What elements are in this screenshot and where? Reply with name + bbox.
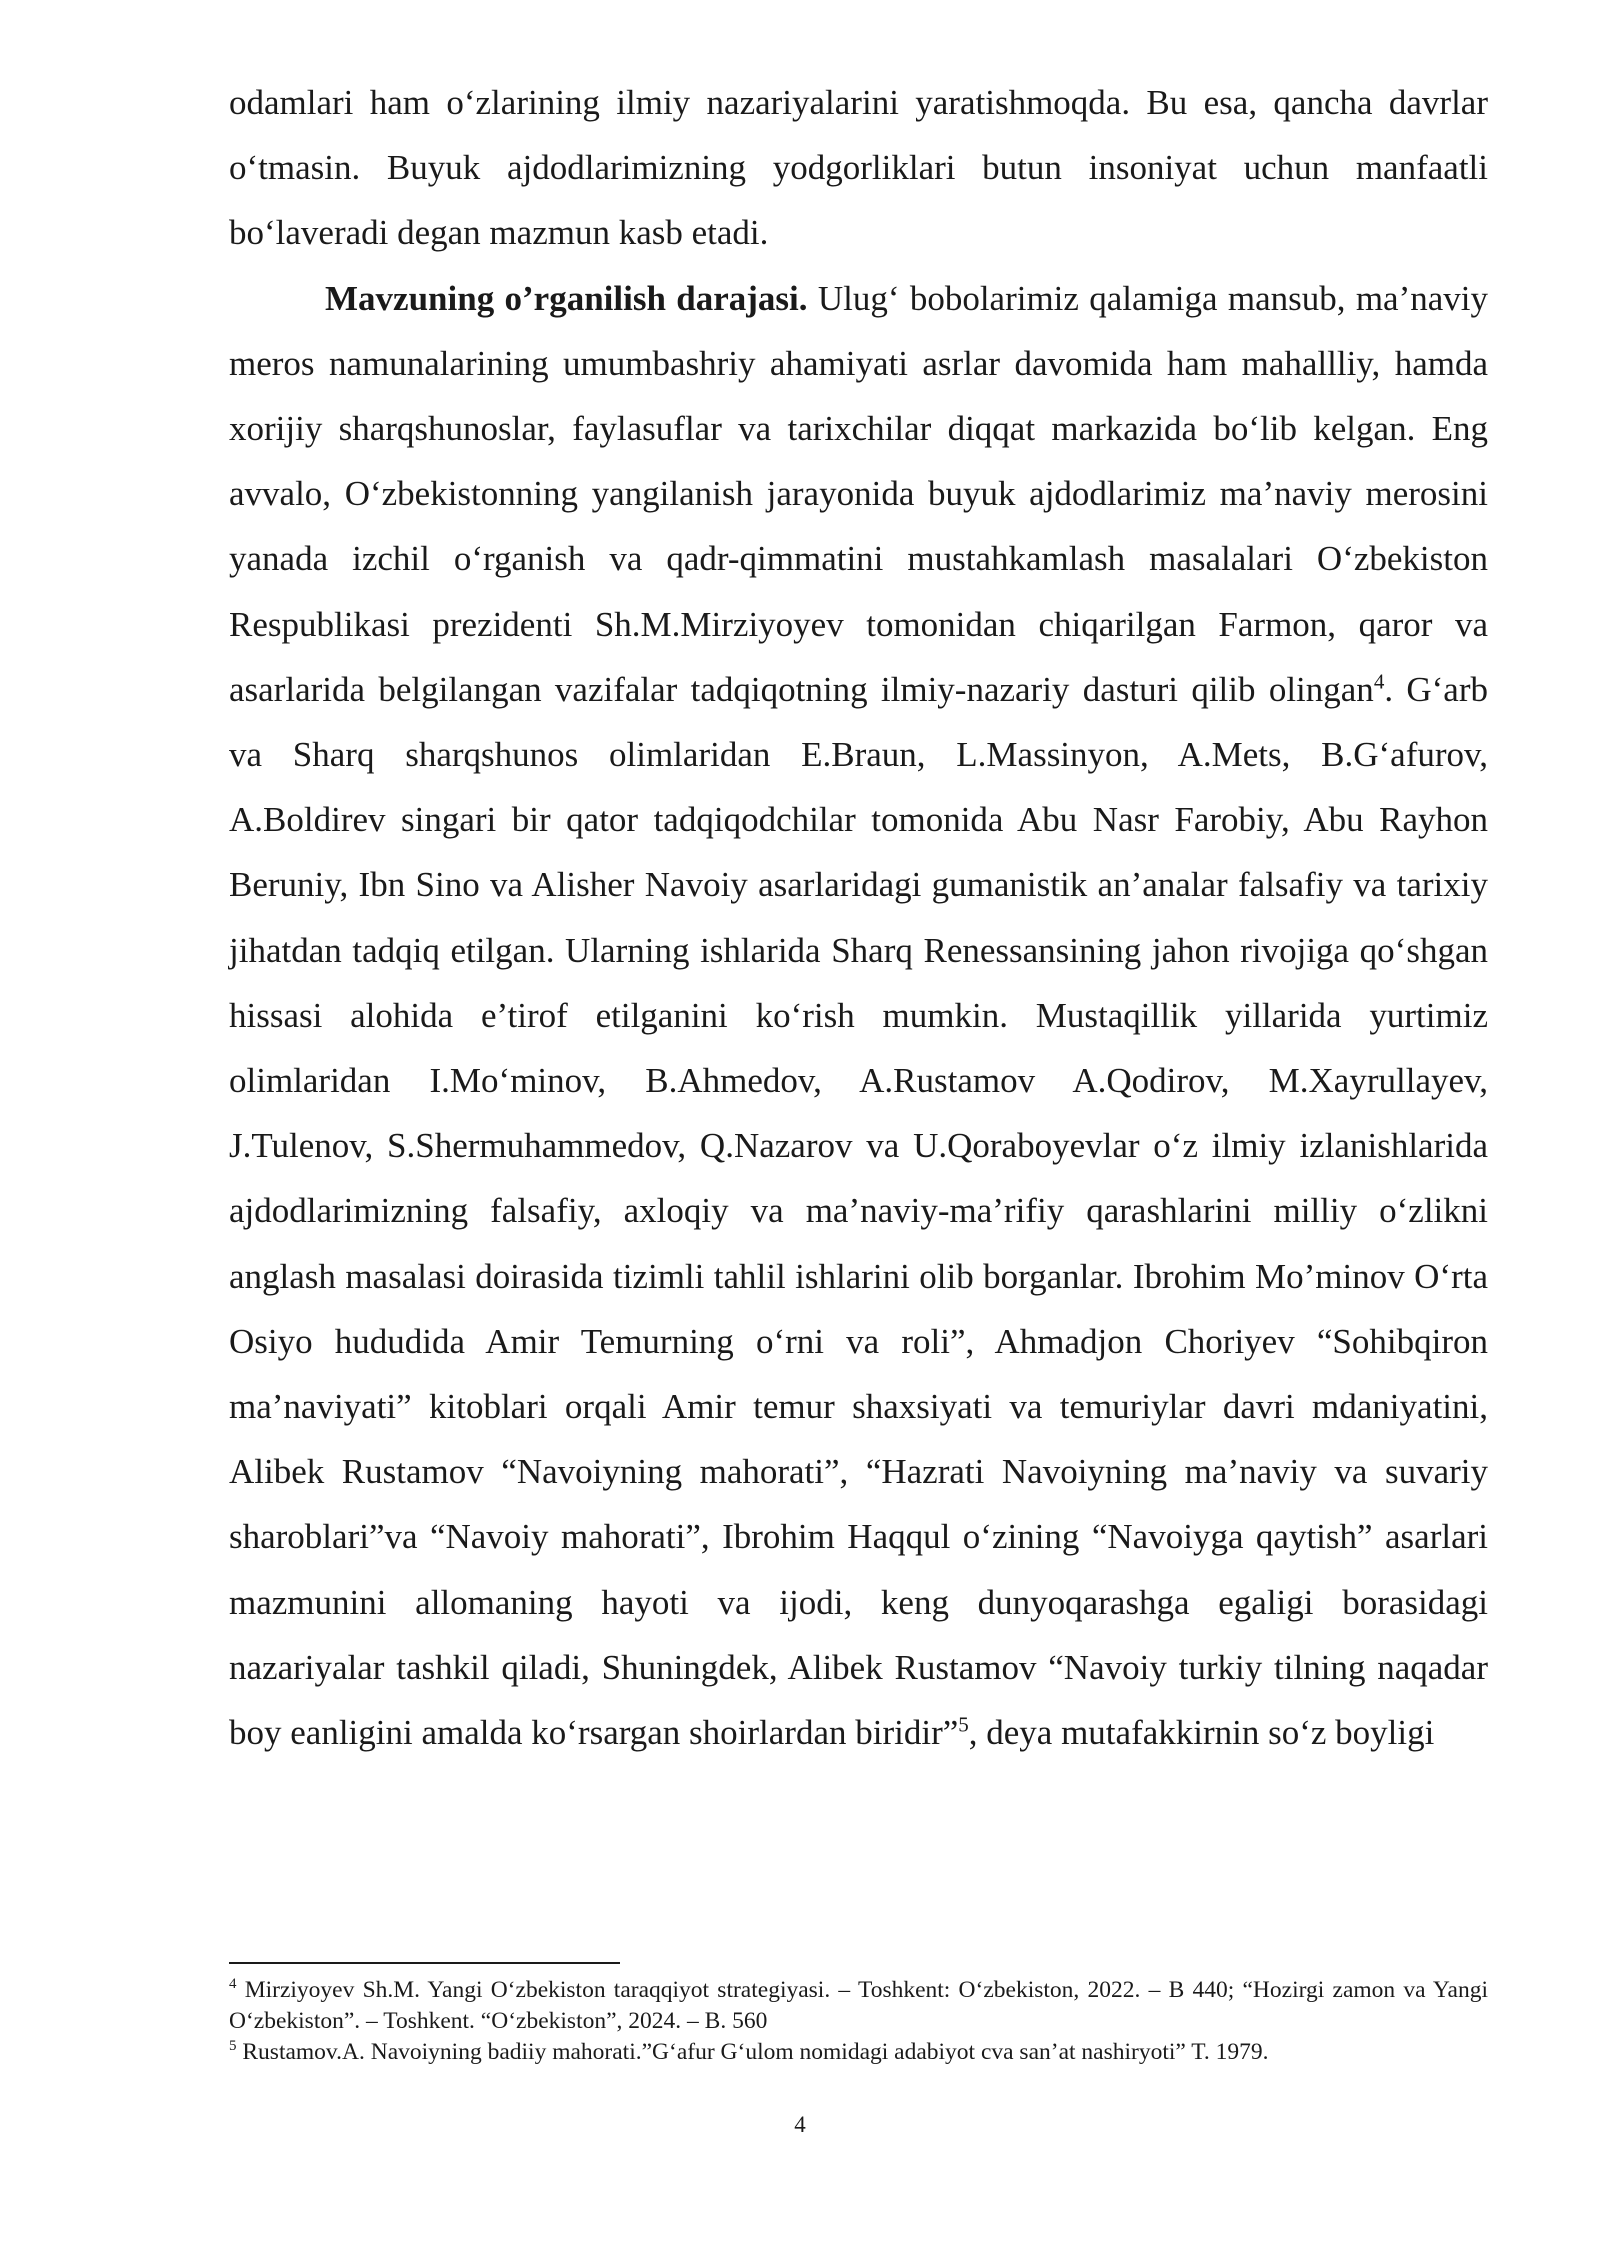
- paragraph-text: odamlari ham o‘zlarining ilmiy nazariyalarini yaratishmoqda. Bu esa, qancha davrlar o‘tmasin. Buyuk ajdodlarimizning yodgorliklari butun insoniyat uchun manfaatli bo‘laveradi degan mazmun kasb etadi.: [229, 83, 1488, 253]
- footnote-mark: 5: [229, 2038, 237, 2055]
- footnote-mark: 4: [229, 1976, 237, 1993]
- footnote-text: Rustamov.A. Navoiyning badiiy mahorati.”G‘afur G‘ulom nomidagi adabiyot cva san’at nashiryoti” T. 1979.: [236, 2039, 1269, 2065]
- paragraph-text: . G‘arb va Sharq sharqshunos olimlaridan E.Braun, L.Massinyon, A.Mets, B.G‘afurov, A.Boldirev singari bir qator tadqiqodchilar tomonida Abu Nasr Farobiy, Abu Rayhon Beruniy, Ibn Sino va Alisher Navoiy asarlaridagi gumanistik an’analar falsafiy va tarixiy jihatdan tadqiq etilgan. Ularning ishlarida Sharq Renessansining jahon rivojiga qo‘shgan hissasi alohida e’tirof etilganini ko‘rish mumkin. Mustaqillik yillarida yurtimiz olimlaridan I.Mo‘minov, B.Ahmedov, A.Rustamov A.Qodirov, M.Xayrullayev, J.Tulenov, S.Shermuhammedov, Q.Nazarov va U.Qoraboyevlar o‘z ilmiy izlanishlarida ajdodlarimizning falsafiy, axloqiy va ma’naviy-ma’rifiy qarashlarini milliy o‘zlikni anglash masalasi doirasida tizimli tahlil ishlarini olib borganlar. Ibrohim Mo’minov O‘rta Osiyo hududida Amir Temurning o‘rni va roli”, Ahmadjon Choriyev “Sohibqiron ma’naviyati” kitoblari orqali Amir temur shaxsiyati va temuriylar davri mdaniyatini, Alibek Rustamov “Navoiyning mahorati”, “Hazrati Navoiyning ma’naviy va suvariy sharoblari”va “Navoiy mahorati”, Ibrohim Haqqul o‘zining “Navoiyga qaytish” asarlari mazmunini allomaning hayoti va ijodi, keng dunyoqarashga egaligi borasidagi nazariyalar tashkil qiladi, Shuningdek, Alibek Rustamov “Navoiy turkiy tilning naqadar boy eanligini amalda ko‘rsargan shoirlardan biridir”: [229, 669, 1489, 1753]
- paragraph-continuation: [229, 70, 1488, 266]
- page-number: 4: [794, 2112, 806, 2137]
- main-text: [229, 70, 1488, 1765]
- footnote-reference[interactable]: 4: [1373, 669, 1385, 694]
- footnote-item: [229, 1975, 1488, 2037]
- section-heading: Mavzuning o’rganilish darajasi.: [325, 278, 808, 318]
- footnote-item: [229, 2037, 1488, 2068]
- paragraph-study-degree: [229, 266, 1488, 1766]
- footnote-reference[interactable]: 5: [958, 1712, 969, 1737]
- footnotes: [229, 1975, 1488, 2068]
- paragraph-text: Ulug‘ bobolarimiz qalamiga mansub, ma’naviy meros namunalarining umumbashriy ahamiyati asrlar davomida ham mahallliy, hamda xorijiy sharqshunoslar, faylasuflar va tarixchilar diqqat markazida bo‘lib kelgan. Eng avvalo, O‘zbekistonning yangilanish jarayonida buyuk ajdodlarimiz ma’naviy merosini yanada izchil o‘rganish va qadr-qimmatini mustahkamlash masalalari O‘zbekiston Respublikasi prezidenti Sh.M.Mirziyoyev tomonidan chiqarilgan Farmon, qaror va asarlarida belgilangan vazifalar tadqiqotning ilmiy-nazariy dasturi qilib olingan: [229, 278, 1489, 709]
- footnote-separator: [229, 1962, 620, 1964]
- footnote-text: Mirziyoyev Sh.M. Yangi O‘zbekiston taraqqiyot strategiyasi. – Toshkent: O‘zbekiston, 2022. – B 440; “Hozirgi zamon va Yangi O‘zbekiston”. – Toshkent. “O‘zbekiston”, 2024. – B. 560: [229, 1977, 1488, 2034]
- paragraph-text: , deya mutafakkirnin so‘z boyligi: [968, 1713, 1435, 1753]
